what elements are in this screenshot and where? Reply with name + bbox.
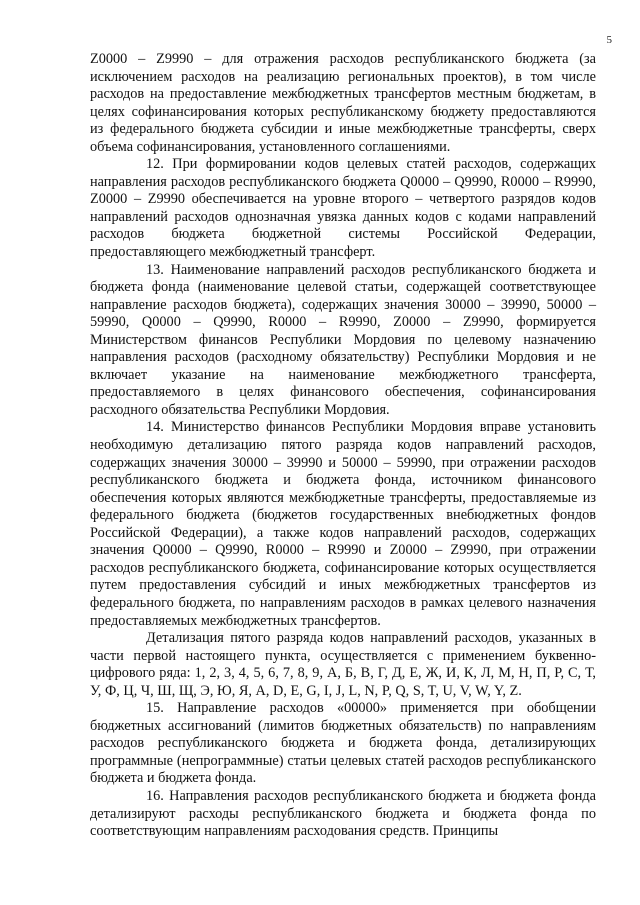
paragraph-z-codes: Z0000 – Z9990 – для отражения расходов республиканского бюджета (за исключением расходов на реализацию региональных проектов), в том числе расходов на предоставление межбюджетных трансфертов местным бюджетам, в целях софинансирования которых республиканскому бюджету предоставляются из федерального бюджета субсидии и иные межбюджетные трансферты, сверх объема софинансирования, установленного соглашениями.	[90, 51, 596, 155]
paragraph-item-12: 12. При формировании кодов целевых статей расходов, содержащих направления расходов республиканского бюджета Q0000 – Q9990, R0000 – R9990, Z0000 – Z9990 обеспечивается на уровне второго – четвертого разрядов кодов направлений расходов однозначная увязка данных кодов с кодами направлений расходов бюджета бюджетной системы Российской Федерации, предоставляющего межбюджетный трансферт.	[90, 156, 596, 261]
paragraph-item-14-detail: Детализация пятого разряда кодов направлений расходов, указанных в части первой настоящего пункта, осуществляется с применением буквенно-цифрового ряда: 1, 2, 3, 4, 5, 6, 7, 8, 9, А, Б, В, Г, Д, Е, Ж, И, К, Л, М, Н, П, Р, С, Т, У, Ф, Ц, Ч, Ш, Щ, Э, Ю, Я, A, D, E, G, I, J, L, N, P, Q, S, T, U, V, W, Y, Z.	[90, 630, 596, 699]
paragraph-item-16: 16. Направления расходов республиканского бюджета и бюджета фонда детализируют расходы республиканского бюджета и бюджета фонда по соответствующим направлениям расходования средств. Принципы	[90, 787, 596, 840]
page-number: 5	[606, 34, 612, 46]
paragraph-item-14: 14. Министерство финансов Республики Мордовия вправе установить необходимую детализацию пятого разряда кодов направлений расходов, содержащих значения 30000 – 39990 и 50000 – 59990, при отражении расходов республиканского бюджета и бюджета фонда, источником финансового обеспечения которых являются межбюджетные трансферты, предоставляемые из федерального бюджета (бюджетов государственных внебюджетных фондов Российской Федерации), а также кодов направлений расходов, содержащих значения Q0000 – Q9990, R0000 – R9990 и Z0000 – Z9990, при отражении расходов республиканского бюджета, софинансирование которых осуществляется путем предоставления субсидий и иных межбюджетных трансфертов из федерального бюджета, по направлениям расходов в рамках целевого назначения предоставляемых межбюджетных трансфертов.	[90, 419, 596, 629]
paragraph-item-13: 13. Наименование направлений расходов республиканского бюджета и бюджета фонда (наименование целевой статьи, содержащей соответствующее направление расходов бюджета), содержащих значения 30000 – 39990, 50000 – 59990, Q0000 – Q9990, R0000 – R9990, Z0000 – Z9990, формируется Министерством финансов Республики Мордовия по целевому назначению направления расходов (расходному обязательству) Республики Мордовия и не включает указание на наименование межбюджетного трансферта, предоставляемого в целях финансового обеспечения, софинансирования расходного обязательства Республики Мордовия.	[90, 261, 596, 418]
document-body	[90, 51, 596, 841]
paragraph-item-15: 15. Направление расходов «00000» применяется при обобщении бюджетных ассигнований (лимитов бюджетных обязательств) по направлениям расходов республиканского бюджета и бюджета фонда, детализирующих программные (непрограммные) статьи целевых статей расходов республиканского бюджета и бюджета фонда.	[90, 700, 596, 787]
